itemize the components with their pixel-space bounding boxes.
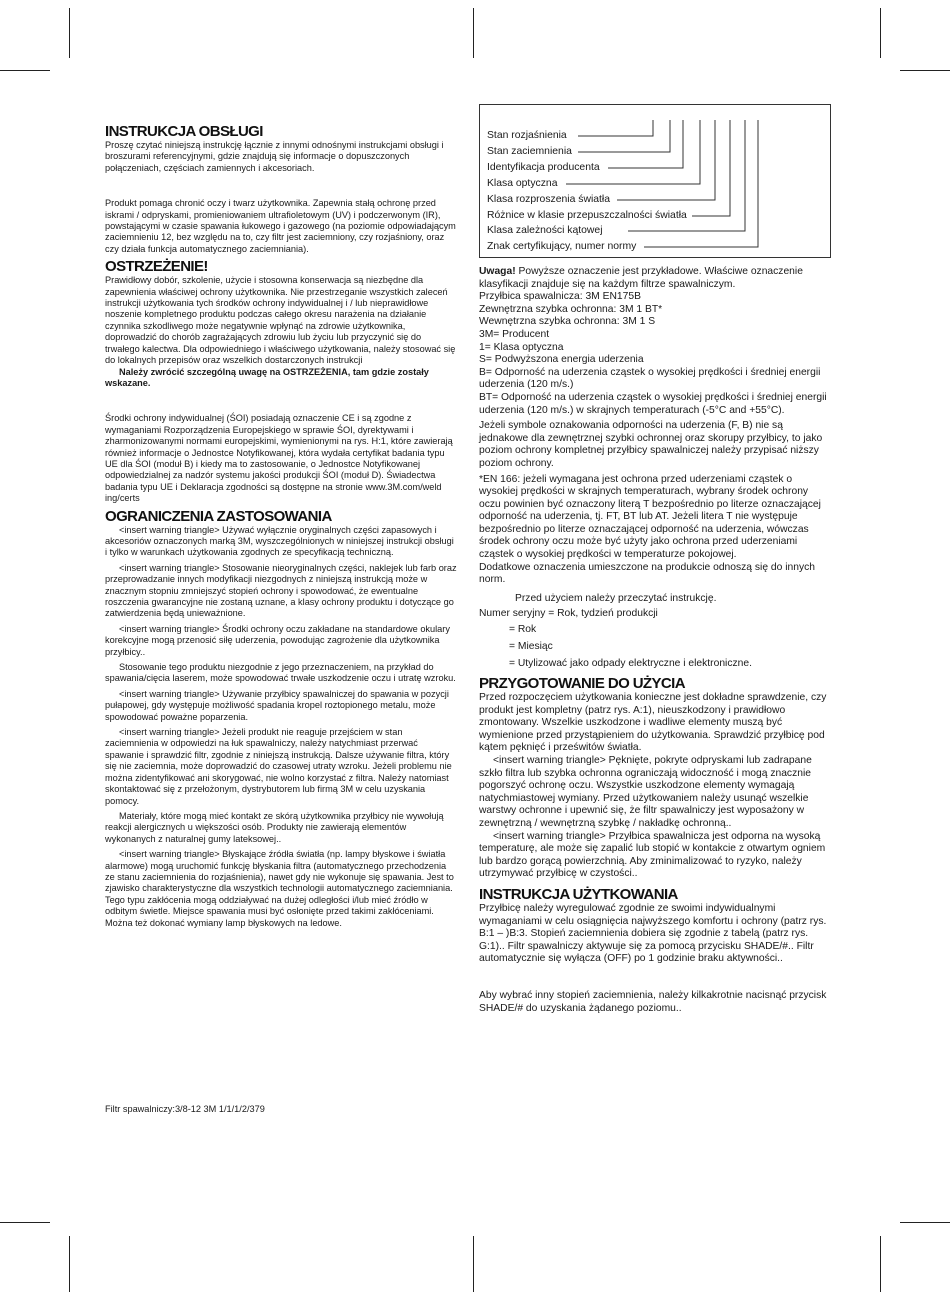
para-limits: Stosowanie tego produktu niezgodnie z jego przeznaczeniem, na przykład do spawania/cięcia laserem, może spowodować trwałe uszkodzenie oczu i utratę wzroku. bbox=[105, 662, 456, 684]
para-limits: <insert warning triangle> Stosowanie nieoryginalnych części, naklejek lub farb oraz przeprowadzanie innych modyfikacji niezgodnych z niniejszą instrukcją może w znacznym stopniu zmniejszyć stopień ochrony i spowodować, że ewentualne roszczenia gwarancyjne nie zostaną uznane, a klasy ochrony produktu i dotyczące go zatwierdzenia będą unieważnione. bbox=[105, 562, 457, 619]
crop-mark bbox=[473, 1236, 474, 1292]
para-usage1: Przyłbicę należy wyregulować zgodnie ze swoimi indywidualnymi wymaganiami w celu osiągnięcia najwyższego komfortu i ochrony (patrz rys. B:1 – )B:3. Stopień zaciemnienia dobiera się zgodnie z tabelą (patrz rys. G:1).. Filtr spawalniczy aktywuje się za pomocą przycisku SHADE/#.. Filtr automatycznie się wyłącza (OFF) po 1 godzinie braku aktywności.. bbox=[479, 902, 827, 965]
para-ce: Środki ochrony indywidualnej (ŚOI) posiadają oznaczenie CE i są zgodne z wymaganiami Rozporządzenia Europejskiego w sprawie ŚOI, dyrektywami i zharmonizowanymi normami europejskimi, wymienionymi na rys. H:1, które zawierają również informacje o Jednostce Notyfikowanej, która wydała certyfikat badania typu UE dla ŚOI (moduł B) i kiedy ma to zastosowanie, o Jednostce Notyfikowanej odpowiedzialnej za nadzór systemu jakości produkcji ŚOI (moduł D). Świadectwa badania typu UE i Deklaracja zgodności są dostępne na stronie www.3M.com/weld ing/certs bbox=[105, 413, 453, 504]
para-product: Produkt pomaga chronić oczy i twarz użytkownika. Zapewnia stałą ochronę przed iskrami / odpryskami, promieniowaniem ultrafioletowym (UV) i podczerwonym (IR), powstającymi w czasie spawania łukowego i gazowego (na poziomie odpowiadającym zaciemnieniu 12, bez względu na to, czy filtr jest zaciemniony, czy rozjaśniony, oraz czy działa funkcja automatycznego zaciemniania). bbox=[105, 198, 456, 254]
para-limits: <insert warning triangle> Jeżeli produkt nie reaguje przejściem w stan zaciemnienia w odpowiedzi na łuk spawalniczy, należy natychmiast przerwać spawanie i sprawdzić filtr, zgodnie z niniejszą instrukcją. Dalsze używanie filtra, który się nie zaciemnia, może doprowadzić do czasowej utraty wzroku. Jeżeli problemu nie można zidentyfikować ani skorygować, nie wolno korzystać z filtra. Należy natomiast skontaktować się z przełożonym, dystrybutorem lub firmą 3M w celu uzyskania pomocy. bbox=[105, 727, 452, 806]
para-prep3: <insert warning triangle> Przyłbica spawalnicza jest odporna na wysoką temperaturę, ale może się zapalić lub stopić w kontakcie z otwartym ogniem lub bardzo gorącą powierzchnią. Aby zminimalizować to ryzyko, należy utrzymywać przyłbicę w czystości.. bbox=[479, 830, 826, 880]
para-read: Przed użyciem należy przeczytać instrukcję. bbox=[515, 592, 717, 604]
marking-line: Zewnętrzna szybka ochronna: 3M 1 BT* bbox=[479, 303, 663, 315]
marking-line: S= Podwyższona energia uderzenia bbox=[479, 354, 644, 366]
para-intro: Proszę czytać niniejszą instrukcję łącznie z innymi odnośnymi instrukcjami obsługi i broszurami referencyjnymi, gdzie znajdują się informacje o dopuszczonych połączeniach, częściach zamiennych i akcesoriach. bbox=[105, 140, 444, 173]
serial-list-item: = Rok bbox=[509, 624, 537, 636]
para-limits: <insert warning triangle> Używanie przyłbicy spawalniczej do spawania w pozycji pułapowej, gdy występuje możliwość spadania kropel roztopionego metalu, może spowodować poważne poparzenia. bbox=[105, 688, 449, 722]
para-en166: *EN 166: jeżeli wymagana jest ochrona przed uderzeniami cząstek o wysokiej prędkości w skrajnych temperaturach, wybrany środek ochrony oczu powinien być oznaczony literą T bezpośrednio po literze oznaczającej odporność na uderzenia, tj. FT, BT lub AT. Jeżeli litera T nie występuje bezpośrednio po literze oznaczającej odporność na uderzenia, wówczas środek ochrony oczu może być użyty jako ochrona przed uderzeniami cząstek o wysokiej prędkości w temperaturze pokojowej. bbox=[479, 473, 821, 561]
marking-line: BT= Odporność na uderzenia cząstek o wysokiej prędkości i średniej energii uderzenia (120 m/s.) w skrajnych temperaturach (-5°C and +55°C). bbox=[479, 391, 827, 416]
marking-label: Znak certyfikujący, numer normy bbox=[487, 241, 637, 252]
crop-mark bbox=[69, 8, 70, 58]
para-extra: Dodatkowe oznaczenia umieszczone na produkcie odnoszą się do innych norm. bbox=[479, 561, 815, 586]
crop-mark bbox=[880, 1236, 881, 1292]
para-warning-bold: Należy zwrócić szczególną uwagę na OSTRZEŻENIA, tam gdzie zostały wskazane. bbox=[105, 366, 429, 388]
crop-mark bbox=[900, 1222, 950, 1223]
heading-warning: OSTRZEŻENIE! bbox=[105, 258, 208, 276]
para-limits: <insert warning triangle> Błyskające źródła światła (np. lampy błyskowe i światła alarmowe) mogą uruchomić funkcję błyskania filtra (automatycznego przechodzenia ze stanu zaciemnienia do rozjaśnienia), nawet gdy nie wykonuje się spawania. Jest to zjawisko charakterystyczne dla wszystkich technologii automatycznego zaciemniania. Tego typu zakłócenia mogą oddziaływać na dużej odległości i/lub mieć źródło w odbitym świetle. Miejsce spawania musi być osłonięte przed takimi zakłóceniami. Można też dokonać wymiany lamp błyskowych na ledowe. bbox=[105, 849, 454, 928]
para-serial: Numer seryjny = Rok, tydzień produkcji bbox=[479, 608, 658, 620]
crop-mark bbox=[69, 1236, 70, 1292]
crop-mark bbox=[880, 8, 881, 58]
heading-usage: INSTRUKCJA UŻYTKOWANIA bbox=[479, 885, 678, 903]
crop-mark bbox=[473, 8, 474, 58]
para-limits: <insert warning triangle> Używać wyłącznie oryginalnych części zapasowych i akcesoriów oznaczonych marką 3M, wyszczególnionych w niniejszej instrukcji obsługi i tylko w warunkach użytkowania zgodnych ze specyfikacją techniczną. bbox=[105, 524, 454, 558]
para-warning: Prawidłowy dobór, szkolenie, użycie i stosowna konserwacja są niezbędne dla zapewnienia właściwej ochrony użytkownika. Nie przestrzeganie wszystkich zaleceń instrukcji użytkowania tych środków ochrony indywidualnej i / lub nieprawidłowe noszenie kompletnego produktu podczas całego okresu narażenia na działanie czynnika szkodliwego może negatywnie wpłynąć na zdrowie użytkownika, doprowadzić do chorób zagrażających zdrowiu lub życiu lub przyczynić się do trwałego kalectwa. Dla odpowiedniego i właściwego użytkowania, należy stosować się do lokalnych przepisów oraz wszelkich dostarczonych instrukcji bbox=[105, 275, 456, 366]
marking-line: Wewnętrzna szybka ochronna: 3M 1 S bbox=[479, 316, 656, 328]
footer-filter-code: Filtr spawalniczy:3/8-12 3M 1/1/1/2/379 bbox=[105, 1104, 265, 1114]
marking-line: 3M= Producent bbox=[479, 328, 550, 340]
marking-label: Stan rozjaśnienia bbox=[487, 130, 567, 141]
marking-label: Klasa optyczna bbox=[487, 178, 558, 189]
crop-mark bbox=[0, 70, 50, 71]
crop-mark bbox=[900, 70, 950, 71]
serial-list-item: = Miesiąc bbox=[509, 641, 553, 653]
para-usage2: Aby wybrać inny stopień zaciemnienia, należy kilkakrotnie nacisnąć przycisk SHADE/# do uzyskania żądanego poziomu.. bbox=[479, 989, 827, 1014]
crop-mark bbox=[0, 1222, 50, 1223]
para-prep2: <insert warning triangle> Pęknięte, pokryte odpryskami lub zadrapane szkło filtra lub szybka ochronna ograniczają widoczność i mogą znacznie pogorszyć ochronę oczu. Wszystkie uszkodzone elementy wymagają natychmiastowej wymiany. Przed użytkowaniem należy usunąć wszelkie warstwy ochronne i upewnić się, że filtr spawalniczy jest wyposażony w zewnętrzną / wewnętrzną szybkę / nakładkę ochronną.. bbox=[479, 755, 812, 829]
para-limits: <insert warning triangle> Środki ochrony oczu zakładane na standardowe okulary korekcyjne mogą przenosić siłę uderzenia, powodując zagrożenie dla użytkownika przyłbicy.. bbox=[105, 623, 450, 657]
para-prep1: Przed rozpoczęciem użytkowania konieczne jest dokładne sprawdzenie, czy produkt jest kompletny (patrz rys. A:1), nieuszkodzony i prawidłowo zmontowany. Wszelkie uszkodzone i wadliwe elementy muszą być wymienione przed przystąpieniem do użytkowania. Sprawdzić przyłbicę pod kątem pęknięć i prześwitów światła. bbox=[479, 692, 827, 754]
heading-limits: OGRANICZENIA ZASTOSOWANIA bbox=[105, 507, 332, 525]
marking-line: Przyłbica spawalnicza: 3M EN175B bbox=[479, 291, 641, 303]
marking-label: Klasa rozproszenia światła bbox=[487, 194, 611, 205]
uwaga-label: Uwaga! bbox=[479, 266, 516, 277]
marking-label: Różnice w klasie przepuszczalności światła bbox=[487, 210, 687, 221]
marking-label: Klasa zależności kątowej bbox=[487, 225, 603, 236]
heading-prep: PRZYGOTOWANIE DO UŻYCIA bbox=[479, 675, 685, 693]
para-limits: Materiały, które mogą mieć kontakt ze skórą użytkownika przyłbicy nie wywołują reakcji alergicznych u większości osób. Produkty nie zawierają elementów wykonanych z naturalnej gumy lateksowej.. bbox=[105, 810, 444, 844]
heading-instrukcja: INSTRUKCJA OBSŁUGI bbox=[105, 123, 263, 140]
marking-label: Identyfikacja producenta bbox=[487, 162, 600, 173]
left-column bbox=[105, 124, 457, 929]
serial-list-item: = Utylizować jako odpady elektryczne i elektroniczne. bbox=[509, 658, 752, 670]
para-symbols: Jeżeli symbole oznakowania odporności na uderzenia (F, B) nie są jednakowe dla zewnętrznej szybki ochronnej oraz skorupy przyłbicy, to jako poziom ochrony kompletnej przyłbicy spawalniczej należy przypisać niższy poziom ochrony. bbox=[479, 420, 823, 469]
right-column bbox=[479, 104, 831, 1015]
para-uwaga bbox=[479, 266, 831, 291]
marking-diagram-box bbox=[479, 104, 831, 258]
uwaga-text: Powyższe oznaczenie jest przykładowe. Właściwe oznaczenie klasyfikacji znajduje się na każdym filtrze spawalniczym. bbox=[479, 266, 803, 290]
marking-line: B= Odporność na uderzenia cząstek o wysokiej prędkości i średniej energii uderzenia (120 m/s.) bbox=[479, 366, 821, 391]
marking-label: Stan zaciemnienia bbox=[487, 146, 572, 157]
marking-line: 1= Klasa optyczna bbox=[479, 341, 564, 353]
